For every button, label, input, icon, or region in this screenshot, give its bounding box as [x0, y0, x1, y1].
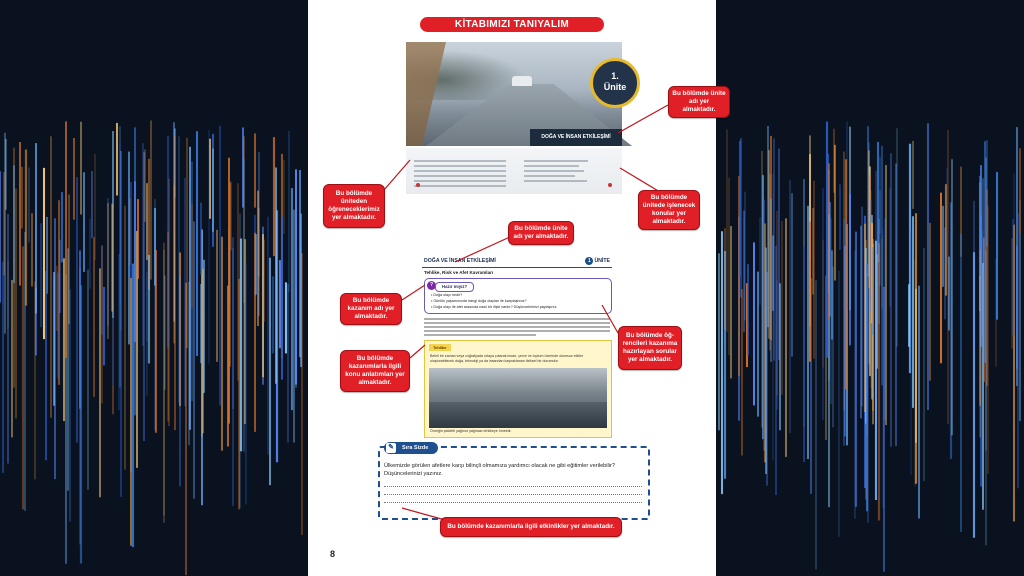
- callout-hazirlayan: Bu bölümde öğ-rencileri kazanıma hazırlayan sorular yer almaktadır.: [618, 326, 682, 370]
- definition-label: Tehlike: [429, 344, 451, 351]
- heavy-rain-photo: [429, 368, 607, 428]
- callout-etkinlik: Bu bölümde kazanımlarla ilgili etkinlikler yer almaktadır.: [440, 517, 622, 537]
- light-streaks-left: [0, 0, 308, 576]
- unit-page-title: DOĞA VE İNSAN ETKİLEŞİMİ: [424, 258, 496, 264]
- unit-content-page: [422, 256, 612, 438]
- callout-kazanim-learn: Bu bölümde üniteden öğreneceklerimiz yer almaktadır.: [323, 184, 385, 228]
- callout-unite-mid: Bu bölümde ünite adı yer almaktadır.: [508, 221, 574, 245]
- definition-text: Belirli bir zaman veya coğrafyada ortaya çıkarak insan, çevre ve toplum üzerinde olumsuz etkiler oluşturabilecek doğa, teknoloji ya da insandan kaynaklanan fiziksel bir durumdur.: [430, 354, 584, 363]
- page-number: 8: [330, 549, 336, 559]
- readiness-question-3: • Doğa olayı ile afet arasında nasıl bir ilişki vardır? Düşüncelerinizi paylaşınız.: [431, 305, 558, 309]
- unit-tag-number: 1: [585, 257, 593, 265]
- activity-prompt: Ülkemizde görülen afetlere karşı bilinçli olmamıza yardımcı olacak ne gibi eğitimler verilebilir? Düşüncelerinizi yazınız.: [384, 463, 615, 477]
- unit-number-badge: [590, 58, 640, 108]
- readiness-question-1: • Doğa olayı nedir?: [431, 293, 463, 297]
- readiness-label: Hazır mıyız?: [435, 282, 474, 292]
- unit-opener-image: [406, 42, 627, 146]
- body-paragraph: [424, 316, 610, 338]
- callout-konular: Bu bölümde ünitede işlenecek konular yer almaktadır.: [638, 190, 700, 230]
- readiness-question-2: • Günlük yaşamınızda hangi doğa olayları ile karşılaştınız?: [431, 299, 527, 303]
- hero-car: [512, 76, 532, 86]
- callout-unite-top: Bu bölümde ünite adı yer almaktadır.: [668, 86, 730, 118]
- page-title: KİTABIMIZI TANIYALIM: [420, 17, 604, 32]
- right-decorative-panel: [716, 0, 1024, 576]
- subtopic-title: Tehlike, Risk ve Afet Kavramları: [424, 270, 494, 275]
- left-decorative-panel: [0, 0, 308, 576]
- topics-column: [524, 152, 616, 185]
- unit-tag-word: ÜNİTE: [594, 258, 610, 264]
- callout-konu-anlatim: Bu bölümde kazanımlarla ilgili konu anlatımları yer almaktadır.: [340, 350, 410, 392]
- unit-tag: [585, 257, 610, 265]
- answer-line: [384, 486, 642, 487]
- question-icon: ?: [427, 281, 436, 290]
- activity-header: [384, 442, 438, 454]
- answer-line: [384, 494, 642, 495]
- unit-number-label: 1. Ünite: [603, 71, 627, 92]
- light-streaks-right: [716, 0, 1024, 576]
- activity-box: [378, 446, 650, 520]
- readiness-questions-box: [424, 278, 612, 314]
- activity-label: Sıra Sizde: [402, 445, 429, 451]
- callout-kazanim-adi: Bu bölümde kazanım adı yer almaktadır.: [340, 293, 402, 325]
- definition-box: [424, 340, 612, 438]
- book-page: [308, 0, 716, 576]
- photo-caption: Örneğin şiddetli yağmur yağması tehlikeye örnektir.: [430, 429, 512, 433]
- learning-outcomes-column: [414, 152, 506, 190]
- unit-overview-strip: [406, 148, 622, 194]
- pencil-icon: ✎: [386, 443, 396, 453]
- left-marker-dot: [416, 183, 420, 187]
- unit-page-header: [422, 256, 612, 268]
- unit-theme-banner: DOĞA VE İNSAN ETKİLEŞİMİ: [530, 129, 622, 146]
- right-marker-dot: [608, 183, 612, 187]
- answer-line: [384, 502, 642, 503]
